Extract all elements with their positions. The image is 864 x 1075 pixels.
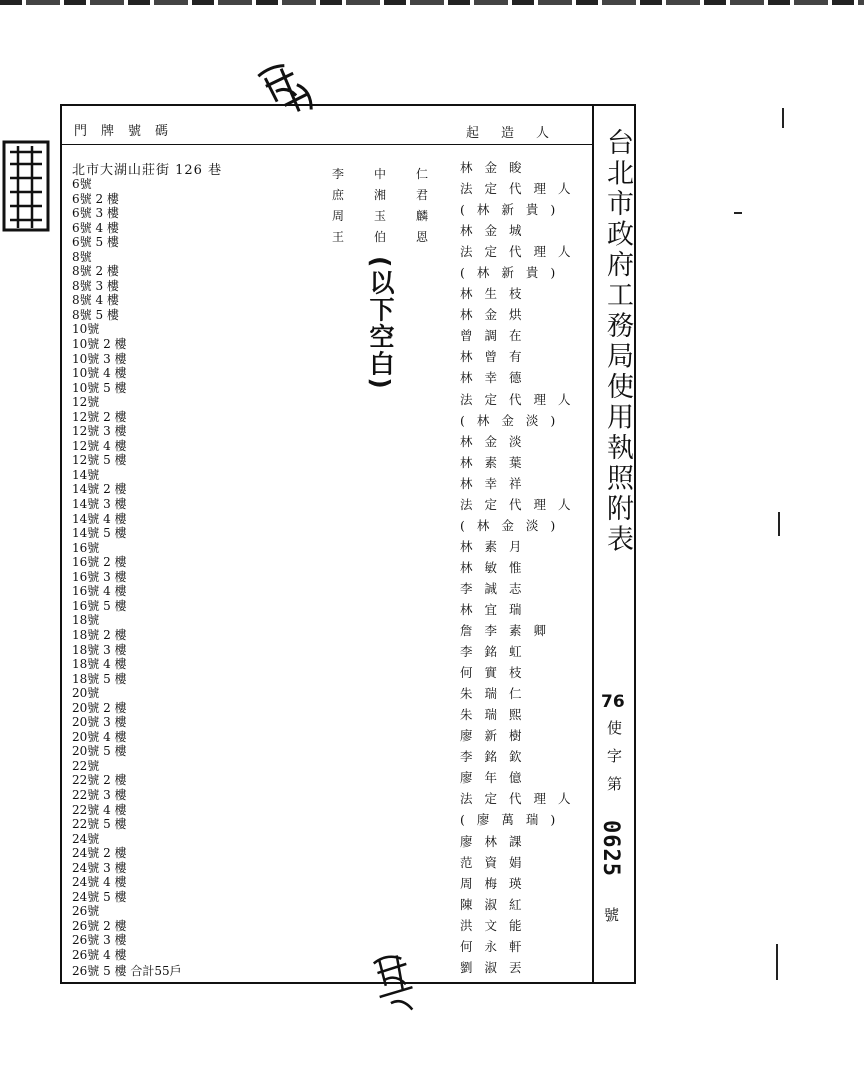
owner-item: 林幸德	[460, 370, 534, 386]
owner-item: (林金淡)	[460, 412, 568, 428]
address-item: 22號 5 樓	[72, 817, 127, 832]
owner-item: 林幸祥	[460, 475, 534, 491]
owner-item: 林金城	[460, 223, 534, 239]
address-item: 18號 2 樓	[72, 627, 127, 642]
address-item: 26號 2 樓	[72, 918, 127, 933]
owner-item: 李銘虹	[460, 644, 534, 660]
address-item: 24號	[72, 831, 100, 846]
address-item: 16號	[72, 540, 100, 555]
address-item: 16號 3 樓	[72, 569, 127, 584]
address-item: 8號 2 樓	[72, 264, 119, 279]
owner-item: 劉淑丟	[460, 959, 534, 975]
address-item: 12號 4 樓	[72, 438, 127, 453]
address-item: 20號 3 樓	[72, 715, 127, 730]
owner-item: 廖林課	[460, 833, 534, 849]
column-divider	[592, 106, 594, 982]
address-item: 14號	[72, 467, 100, 482]
owner-item: 陳淑紅	[460, 896, 534, 912]
address-item: 14號 5 樓	[72, 526, 127, 541]
address-item: 24號 3 樓	[72, 860, 127, 875]
address-list	[72, 177, 127, 963]
square-seal-stamp	[0, 138, 52, 234]
owner-item: (廖萬瑞)	[460, 812, 568, 828]
document-code: 0625	[598, 820, 623, 877]
address-item: 6號 3 樓	[72, 206, 119, 221]
address-item: 16號 5 樓	[72, 598, 127, 613]
scan-mark	[782, 108, 784, 128]
address-item: 10號 3 樓	[72, 351, 127, 366]
owner-item: 林素月	[460, 538, 534, 554]
address-item: 6號 2 樓	[72, 191, 119, 206]
address-total-row: 26號 5 樓 合計55戶	[72, 964, 182, 978]
address-item: 8號	[72, 249, 92, 264]
owner-item: 林曾有	[460, 349, 534, 365]
address-item: 10號 4 樓	[72, 366, 127, 381]
owner-item: 廖新樹	[460, 728, 534, 744]
address-item: 20號 2 樓	[72, 700, 127, 715]
owner-item: 林生枝	[460, 286, 534, 302]
address-item: 10號 2 樓	[72, 337, 127, 352]
owner-item: 曾調在	[460, 328, 534, 344]
owner-item: 法定代理人	[460, 496, 583, 512]
address-item: 26號 4 樓	[72, 947, 127, 962]
owner-item: (林金淡)	[460, 517, 568, 533]
address-item: 22號 2 樓	[72, 773, 127, 788]
owner-item: 朱瑞熙	[460, 707, 534, 723]
owner-item: 朱瑞仁	[460, 686, 534, 702]
address-item: 18號	[72, 613, 100, 628]
document-suffix: 號	[604, 906, 620, 924]
permit-table	[60, 104, 636, 984]
address-item: 26號 3 樓	[72, 933, 127, 948]
owner-item: 法定代理人	[460, 391, 583, 407]
address-item: 12號 3 樓	[72, 424, 127, 439]
handwritten-blank-note: (以下空白)	[366, 256, 395, 391]
owner-item: 何實枝	[460, 665, 534, 681]
upper-name-item: 周玉麟	[332, 209, 459, 223]
address-item: 14號 4 樓	[72, 511, 127, 526]
address-item: 12號	[72, 395, 100, 410]
address-item: 10號 5 樓	[72, 380, 127, 395]
owner-item: 李誠志	[460, 580, 534, 596]
owner-item: 法定代理人	[460, 791, 583, 807]
owner-list	[460, 157, 583, 978]
address-item: 16號 4 樓	[72, 584, 127, 599]
scan-mark	[778, 512, 780, 536]
owner-item: 范資娟	[460, 854, 534, 870]
address-item: 26號	[72, 904, 100, 919]
address-item: 14號 3 樓	[72, 497, 127, 512]
address-item: 24號 4 樓	[72, 875, 127, 890]
address-item: 18號 5 樓	[72, 671, 127, 686]
address-item: 16號 2 樓	[72, 555, 127, 570]
address-item: 22號 4 樓	[72, 802, 127, 817]
street-address: 北市大湖山莊街 126 巷	[72, 163, 223, 178]
address-item: 6號 4 樓	[72, 220, 119, 235]
address-item: 12號 5 樓	[72, 453, 127, 468]
address-item: 20號 4 樓	[72, 729, 127, 744]
scan-mark	[734, 212, 742, 214]
owner-item: 林金淡	[460, 433, 534, 449]
owner-item: (林新貴)	[460, 265, 568, 281]
upper-name-list	[332, 164, 458, 248]
upper-name-item: 王伯恩	[332, 230, 459, 244]
owner-item: 林宜瑞	[460, 601, 534, 617]
address-item: 8號 3 樓	[72, 278, 119, 293]
owner-item: (林新貴)	[460, 202, 568, 218]
address-item: 8號 4 樓	[72, 293, 119, 308]
document-year-number: 76	[601, 692, 625, 712]
owner-item: 李銘欽	[460, 749, 534, 765]
header-divider	[62, 144, 592, 145]
scan-mark	[776, 944, 778, 980]
owner-item: 林敏惟	[460, 559, 534, 575]
address-item: 24號 2 樓	[72, 846, 127, 861]
address-item: 24號 5 樓	[72, 889, 127, 904]
address-item: 20號 5 樓	[72, 744, 127, 759]
owner-item: 廖年億	[460, 770, 534, 786]
address-item: 8號 5 樓	[72, 307, 119, 322]
address-item: 18號 3 樓	[72, 642, 127, 657]
owner-item: 詹李素卿	[460, 623, 559, 639]
address-item: 18號 4 樓	[72, 657, 127, 672]
address-item: 22號	[72, 758, 100, 773]
address-item: 22號 3 樓	[72, 787, 127, 802]
owner-item: 洪文能	[460, 917, 534, 933]
upper-name-item: 李中仁	[332, 167, 459, 181]
address-column-header: 門牌號碼	[74, 124, 183, 139]
address-item: 6號	[72, 177, 92, 191]
address-item: 20號	[72, 686, 100, 701]
owner-item: 林金烘	[460, 307, 534, 323]
address-item: 10號	[72, 322, 100, 337]
owner-item: 林素葉	[460, 454, 534, 470]
address-item: 6號 5 樓	[72, 235, 119, 250]
scan-top-border	[0, 0, 864, 5]
document-prefix: 使字第	[605, 720, 623, 804]
upper-name-item: 庶湘君	[332, 188, 459, 202]
document-title: 台北市政府工務局使用執照附表	[602, 128, 633, 555]
owner-item: 何永軒	[460, 938, 534, 954]
owner-item: 法定代理人	[460, 181, 583, 197]
owner-item: 法定代理人	[460, 244, 583, 260]
address-item: 12號 2 樓	[72, 409, 127, 424]
owner-item: 林金睃	[460, 160, 534, 175]
owner-column-header: 起造人	[466, 126, 572, 141]
address-item: 14號 2 樓	[72, 482, 127, 497]
owner-item: 周梅瑛	[460, 875, 534, 891]
